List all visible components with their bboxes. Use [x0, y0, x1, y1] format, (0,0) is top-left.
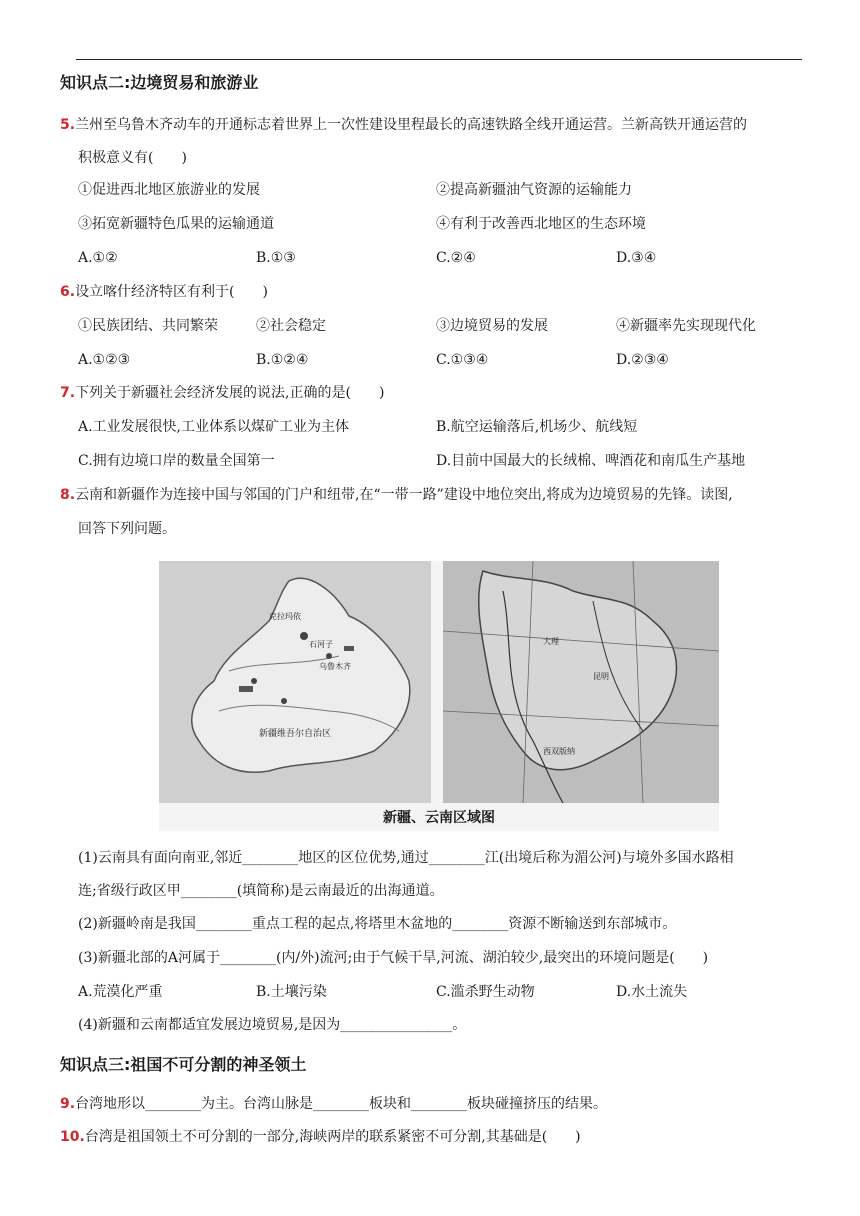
answer-option: B.土壤污染 [256, 984, 327, 1000]
question-text: 兰州至乌鲁木齐动车的开通标志着世界上一次性建设里程最长的高速铁路全线开通运营。兰新高铁开通运营的 [75, 117, 748, 133]
answer-option: C.拥有边境口岸的数量全国第一 [78, 453, 275, 469]
map-caption: 新疆、云南区域图 [383, 810, 495, 826]
section-heading: 知识点二:边境贸易和旅游业 [60, 73, 259, 92]
map-label: 新疆维吾尔自治区 [259, 729, 332, 739]
yunnan-map [443, 561, 719, 803]
statement: ③拓宽新疆特色瓜果的运输通道 [78, 216, 274, 232]
answer-option: D.目前中国最大的长绒棉、啤酒花和南瓜生产基地 [436, 453, 746, 469]
answer-option: A.①② [78, 250, 118, 266]
map-label: 昆明 [593, 672, 609, 681]
statement: ③边境贸易的发展 [436, 318, 548, 334]
statement: ④有利于改善西北地区的生态环境 [436, 216, 646, 232]
statement: ①民族团结、共同繁荣 [78, 318, 218, 334]
subquestion-2: (2)新疆岭南是我国________重点工程的起点,将塔里木盆地的________资源不断输送到东部城市。 [78, 916, 677, 932]
question-number: 9. [60, 1096, 76, 1112]
section-heading: 知识点三:祖国不可分割的神圣领土 [60, 1055, 307, 1074]
answer-option: A.①②③ [78, 352, 131, 368]
answer-option: D.②③④ [616, 352, 669, 368]
map-label: 乌鲁木齐 [319, 662, 351, 671]
map-label: 西双版纳 [543, 747, 575, 756]
answer-option: B.航空运输落后,机场少、航线短 [436, 419, 638, 435]
question-5-stem [60, 115, 747, 135]
xinjiang-map [159, 561, 431, 803]
map-label: 大理 [543, 637, 559, 646]
question-6-stem [60, 282, 268, 302]
statement: ②提高新疆油气资源的运输能力 [436, 182, 632, 198]
answer-option: C.滥杀野生动物 [436, 984, 535, 1000]
question-text: 云南和新疆作为连接中国与邻国的门户和纽带,在“一带一路”建设中地位突出,将成为边境贸易的先锋。读图, [75, 487, 733, 503]
question-number: 10. [60, 1129, 85, 1145]
question-9-stem [60, 1094, 607, 1114]
question-10-stem [60, 1127, 581, 1147]
statement: ④新疆率先实现现代化 [616, 318, 756, 334]
subquestion-4: (4)新疆和云南都适宜发展边境贸易,是因为________________。 [78, 1017, 467, 1033]
question-8-stem [60, 485, 733, 505]
answer-option: C.②④ [436, 250, 476, 266]
question-text: 台湾是祖国领土不可分割的一部分,海峡两岸的联系紧密不可分割,其基础是( ) [84, 1129, 581, 1145]
xinjiang-map-graphic [159, 561, 431, 803]
statement: ①促进西北地区旅游业的发展 [78, 182, 260, 198]
map-label: 石河子 [309, 640, 333, 649]
region-map-figure [159, 561, 719, 831]
question-number: 8. [60, 487, 76, 503]
map-label: 克拉玛依 [269, 612, 301, 621]
question-text: 下列关于新疆社会经济发展的说法,正确的是( ) [75, 385, 385, 401]
question-7-stem [60, 383, 384, 403]
subquestion-3: (3)新疆北部的A河属于________(内/外)流河;由于气候干旱,河流、湖泊较少,最突出的环境问题是( ) [78, 950, 709, 966]
question-text-cont: 积极意义有( ) [78, 150, 187, 166]
answer-option: C.①③④ [436, 352, 489, 368]
statement: ②社会稳定 [256, 318, 326, 334]
answer-option: B.①③ [256, 250, 296, 266]
question-text-cont: 回答下列问题。 [78, 521, 176, 537]
yunnan-map-graphic [443, 561, 719, 803]
answer-option: A.荒漠化严重 [78, 984, 163, 1000]
answer-option: A.工业发展很快,工业体系以煤矿工业为主体 [78, 419, 350, 435]
question-number: 6. [60, 284, 76, 300]
subquestion-1: (1)云南具有面向南亚,邻近________地区的区位优势,通过________江(出境后称为湄公河)与境外多国水路相 [78, 850, 734, 866]
question-number: 5. [60, 117, 76, 133]
answer-option: B.①②④ [256, 352, 309, 368]
subquestion-1-cont: 连;省级行政区甲________(填简称)是云南最近的出海通道。 [78, 883, 444, 899]
answer-option: D.水土流失 [616, 984, 688, 1000]
question-text: 设立喀什经济特区有利于( ) [75, 284, 268, 300]
question-number: 7. [60, 385, 76, 401]
question-text: 台湾地形以________为主。台湾山脉是________板块和________板块碰撞挤压的结果。 [75, 1096, 608, 1112]
answer-option: D.③④ [616, 250, 657, 266]
header-rule [76, 59, 802, 60]
